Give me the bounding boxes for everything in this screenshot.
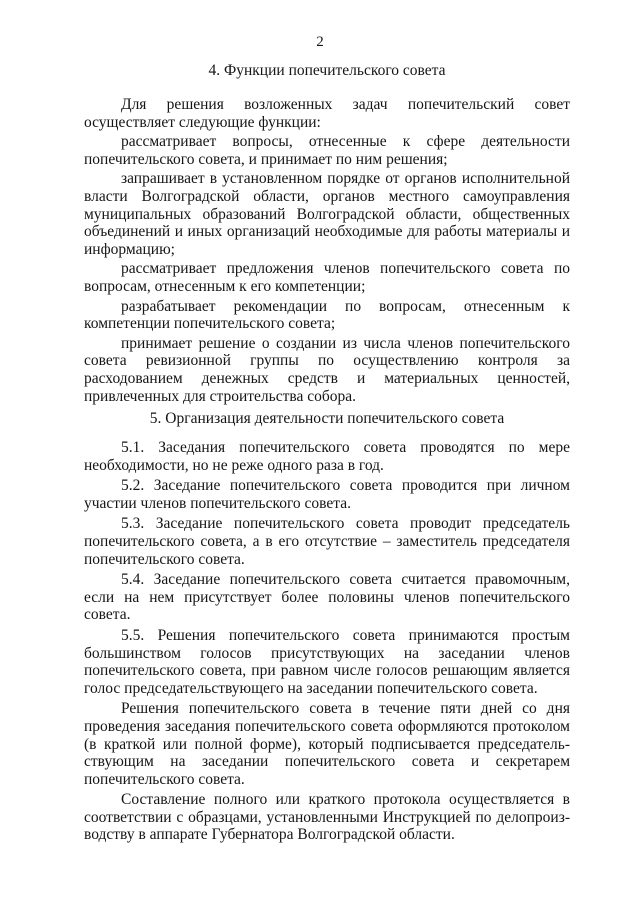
paragraph: 5.1. Заседания попечительского совета проводятся по мере необходимости, но не реже одного раза в год. [84,439,570,474]
section-4-body [84,96,570,407]
paragraph: 5.5. Решения попечительского совета принимаются простым большинством голосов присутствующих на заседании членов попечительского совета, при равном числе голосов решающим является голос председательствующего на заседании попечительского совета. [84,626,570,697]
paragraph: Составление полного или краткого протокола осуществляется в соответствии с образцами, установленными Инструкцией по делопроизводству в аппарате Губернатора Волгоградской области. [84,791,570,844]
paragraph: Для решения возложенных задач попечительский совет осуществляет следующие функции: [84,96,570,131]
section-5-heading: 5. Организация деятельности попечительского совета [149,410,505,427]
paragraph: разрабатывает рекомендации по вопросам, отнесенным к компетенции попечительского совета; [84,297,570,333]
paragraph: рассматривает вопросы, отнесенные к сфере деятельности попечительского совета, и принимает по ним решения; [84,133,570,168]
paragraph: 5.2. Заседание попечительского совета проводится при личном участии членов попечительского совета. [84,477,570,512]
paragraph: запрашивает в установленном порядке от органов исполнительной власти Волгоградской области, органов местного самоуправления муниципальных образований Волгоградской области, общественных объединений и иных организаций необходимые для работы материалы и информацию; [84,170,570,258]
page-number: 2 [316,34,324,50]
section-4-heading: 4. Функции попечительского совета [208,62,446,79]
paragraph: рассматривает предложения членов попечительского совета по вопросам, отнесенным к его компетенции; [84,260,570,295]
section-5-body [84,439,570,847]
paragraph: 5.3. Заседание попечительского совета проводит председатель попечительского совета, а в его отсутствие – заместитель председателя попечительского совета. [84,515,570,568]
paragraph: 5.4. Заседание попечительского совета считается правомочным, если на нем присутствует более половины членов попечительского совета. [84,571,570,624]
paragraph: принимает решение о создании из числа членов попечительского совета ревизионной группы по осуществлению контроля за расходованием денежных средств и материальных ценностей, привлеченных для строительства собора. [84,334,570,405]
paragraph: Решения попечительского совета в течение пяти дней со дня проведения заседания попечительского совета оформляются протоколом (в краткой или полной форме), который подписывается председательствующим на заседании попечительского совета и секретарем попечительского совета. [84,700,570,788]
